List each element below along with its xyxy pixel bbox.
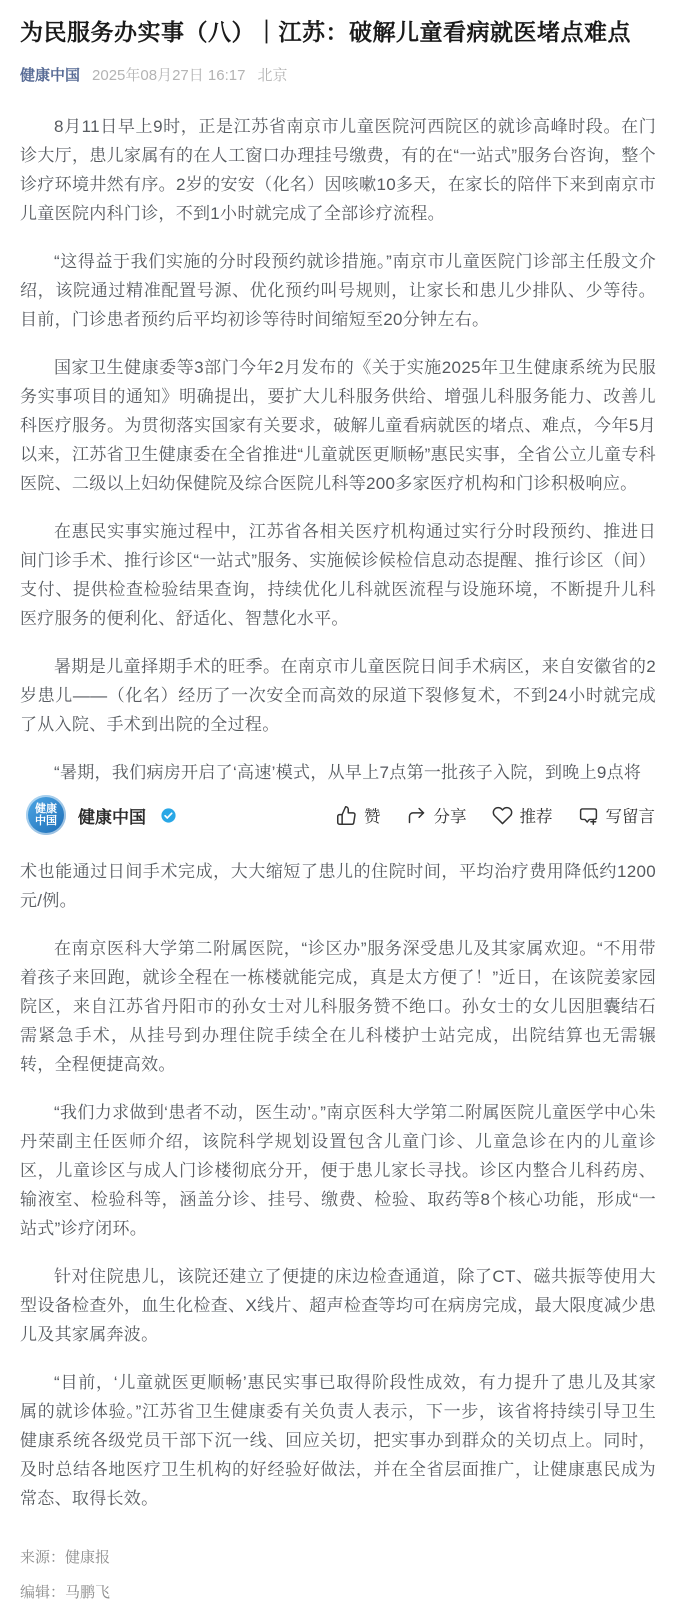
account-name-link[interactable]: 健康中国: [20, 67, 81, 85]
byline: [20, 64, 661, 85]
comment-plus-icon: [578, 805, 599, 826]
article-paragraph: 国家卫生健康委等3部门今年2月发布的《关于实施2025年卫生健康系统为民服务实事项目的通知》明确提出，要扩大儿科服务供给、增强儿科服务能力、改善儿科医疗服务。为贯彻落实国家有关要求，破解儿童看病就医的堵点、难点，今年5月以来，江苏省卫生健康委在全省推进“儿童就医更顺畅”惠民实事，全省公立儿童专科医院、二级以上妇幼保健院及综合医院儿科等200多家医疗机构和门诊积极响应。: [20, 358, 656, 494]
article-paragraph: 针对住院患儿，该院还建立了便捷的床边检查通道，除了CT、磁共振等使用大型设备检查外，血生化检查、X线片、超声检查等均可在病房完成，最大限度减少患儿及其家属奔波。: [20, 1267, 656, 1345]
comment-button[interactable]: [578, 803, 656, 827]
comment-label: 写留言: [605, 808, 655, 827]
account-toolbar: [0, 782, 681, 848]
page-title: 为民服务办实事（八）｜江苏：破解儿童看病就医堵点难点: [20, 19, 631, 45]
recommend-button[interactable]: [492, 803, 553, 827]
heart-icon: [492, 805, 513, 826]
avatar-text: 中国: [35, 815, 57, 828]
article-paragraph: 术也能通过日间手术完成，大大缩短了患儿的住院时间，平均治疗费用降低约1200元/例。: [20, 862, 656, 911]
publish-location: 北京: [257, 67, 288, 85]
article-footer: [20, 1540, 656, 1610]
publish-date: 2025年08月27日 16:17: [92, 67, 246, 85]
toolbar-actions: [336, 803, 655, 827]
editor-label: 编辑：马鹏飞: [20, 1584, 111, 1602]
verified-badge-icon: [160, 807, 177, 824]
share-arrow-icon: [406, 805, 427, 826]
recommend-label: 推荐: [519, 808, 553, 827]
article-paragraph: 8月11日早上9时，正是江苏省南京市儿童医院河西院区的就诊高峰时段。在门诊大厅，患儿家属有的在人工窗口办理挂号缴费，有的在“一站式”服务台咨询，整个诊疗环境井然有序。2岁的安安（化名）因咳嗽10多天，在家长的陪伴下来到南京市儿童医院内科门诊，不到1小时就完成了全部诊疗流程。: [20, 117, 656, 224]
article-paragraph: “这得益于我们实施的分时段预约就诊措施。”南京市儿童医院门诊部主任殷文介绍，该院通过精准配置号源、优化预约叫号规则，让家长和患儿少排队、少等待。目前，门诊患者预约后平均初诊等待时间缩短至20分钟左右。: [20, 252, 656, 330]
article-body-bottom: [20, 857, 656, 1513]
article-paragraph: “我们力求做到‘患者不动，医生动’。”南京医科大学第二附属医院儿童医学中心朱丹荣副主任医师介绍，该院科学规划设置包含儿童门诊、儿童急诊在内的儿童诊区，儿童诊区与成人门诊楼彻底分开，便于患儿家长寻找。诊区内整合儿科药房、输液室、检验科等，涵盖分诊、挂号、缴费、检验、取药等8个核心功能，形成“一站式”诊疗闭环。: [20, 1103, 656, 1239]
toolbar-account-group: [26, 795, 177, 835]
source-label: 来源：健康报: [20, 1549, 111, 1567]
article-paragraph: 在南京医科大学第二附属医院，“诊区办”服务深受患儿及其家属欢迎。“不用带着孩子来回跑，就诊全程在一栋楼就能完成，真是太方便了！”近日，在该院姜家园院区，来自江苏省丹阳市的孙女士对儿科服务赞不绝口。孙女士的女儿因胆囊结石需紧急手术，从挂号到办理住院手续全在儿科楼护士站完成，出院结算也无需辗转，全程便捷高效。: [20, 939, 656, 1075]
article-paragraph: “目前，‘儿童就医更顺畅’惠民实事已取得阶段性成效，有力提升了患儿及其家属的就诊体验。”江苏省卫生健康委有关负责人表示，下一步，该省将持续引导卫生健康系统各级党员干部下沉一线、回应关切，把实事办到群众的关切点上。同时，及时总结各地医疗卫生机构的好经验好做法，并在全省层面推广，让健康惠民成为常态、取得长效。: [20, 1373, 656, 1509]
account-avatar[interactable]: [26, 795, 66, 835]
article-page: [0, 16, 681, 1602]
toolbar-account-name[interactable]: 健康中国: [78, 807, 146, 827]
like-label: 赞: [364, 808, 381, 827]
avatar-text: 健康: [35, 803, 57, 816]
share-button[interactable]: [406, 803, 467, 827]
clipped-text-line: “暑期，我们病房开启了‘高速’模式，从早上7点第一批孩子入院，到晚上9点将: [54, 763, 642, 783]
article-paragraph: 暑期是儿童择期手术的旺季。在南京市儿童医院日间手术病区，来自安徽省的2岁患儿——（化名）经历了一次安全而高效的尿道下裂修复术，不到24小时就完成了从入院、手术到出院的全过程。: [20, 657, 656, 735]
share-label: 分享: [433, 808, 467, 827]
article-paragraph: 在惠民实事实施过程中，江苏省各相关医疗机构通过实行分时段预约、推进日间门诊手术、推行诊区“一站式”服务、实施候诊候检信息动态提醒、推行诊区（间）支付、提供检查检验结果查询，持续优化儿科就医流程与设施环境，不断提升儿科医疗服务的便利化、舒适化、智慧化水平。: [20, 522, 656, 629]
article-body-top: [20, 112, 656, 781]
thumbs-up-icon: [336, 805, 357, 826]
like-button[interactable]: [336, 803, 381, 827]
